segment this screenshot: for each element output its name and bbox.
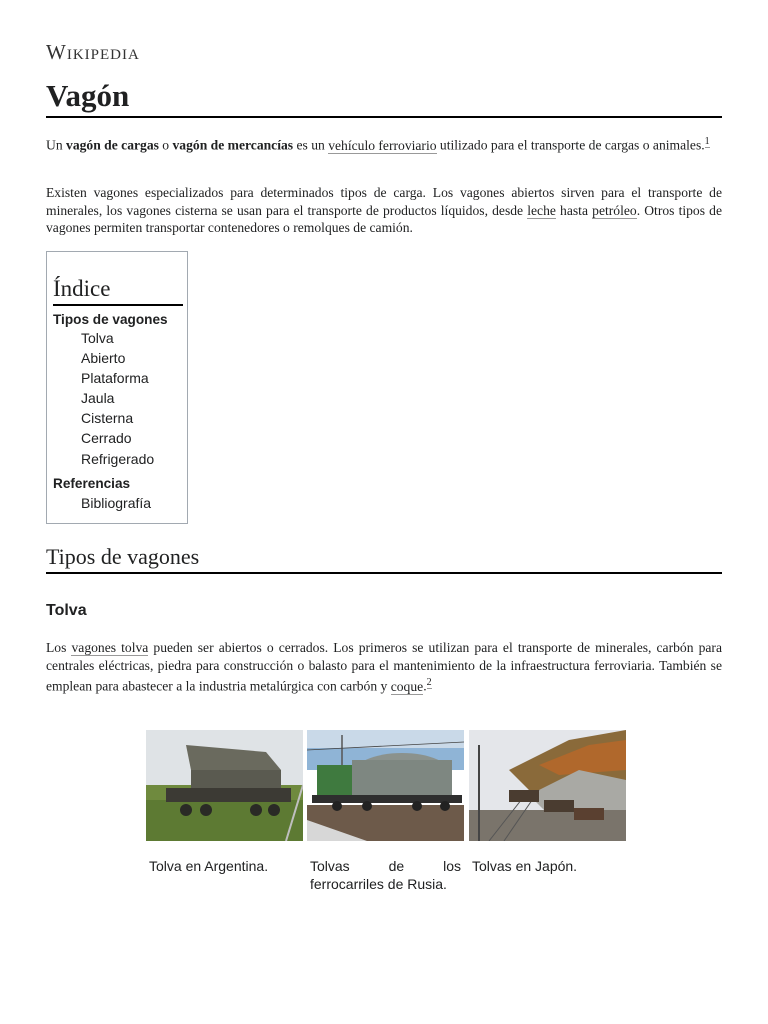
toc-section-referencias[interactable]: Referencias bbox=[53, 476, 131, 491]
intro-paragraph-1 bbox=[46, 133, 722, 154]
link-coque[interactable]: coque bbox=[390, 678, 424, 694]
toc-item-tolva[interactable]: Tolva bbox=[81, 330, 114, 346]
toc-item-jaula[interactable]: Jaula bbox=[81, 390, 115, 406]
gallery-item bbox=[146, 730, 303, 875]
intro-text: hasta bbox=[555, 202, 593, 218]
link-petroleo[interactable]: petróleo bbox=[592, 202, 637, 218]
toc-item-cerrado[interactable]: Cerrado bbox=[81, 430, 132, 446]
image-gallery bbox=[146, 730, 626, 920]
page-title: Vagón bbox=[46, 76, 722, 118]
section-heading-tipos: Tipos de vagones bbox=[46, 543, 722, 574]
tolva-text: pueden ser abiertos o cerrados. Los primeros se utilizan para el transporte de minerales, carbón para centrales eléctricas, piedra para construcción o balasto para el mantenimiento de la infraestructura ferroviaria. También se emplean para abastecer a la industria metalúrgica con carbón y bbox=[46, 640, 722, 694]
link-leche[interactable]: leche bbox=[527, 202, 556, 218]
photo-illustration bbox=[307, 730, 464, 841]
toc-item-abierto[interactable]: Abierto bbox=[81, 350, 126, 366]
hopper-wagon-japan-image[interactable] bbox=[469, 730, 626, 841]
intro-text: Existen vagones especializados para determinados tipos de carga. Los vagones abiertos sirven para el transporte de minerales, los vagones cisterna se usan para el transporte de productos líquidos, desde bbox=[46, 185, 722, 218]
intro-text: o bbox=[158, 137, 173, 153]
gallery-caption: Tolvas en Japón. bbox=[472, 858, 578, 874]
toc-item-refrigerado[interactable]: Refrigerado bbox=[81, 451, 155, 467]
bold-term: vagón de mercancías bbox=[172, 137, 294, 153]
reference-1[interactable]: 1 bbox=[704, 136, 710, 147]
tolva-text: Los bbox=[46, 640, 72, 655]
gallery-caption: Tolva en Argentina. bbox=[149, 858, 269, 874]
gallery-item bbox=[469, 730, 626, 875]
intro-text: Un bbox=[46, 137, 67, 153]
link-vagones-tolva[interactable]: vagones tolva bbox=[71, 640, 149, 655]
toc-item-plataforma[interactable]: Plataforma bbox=[81, 370, 149, 386]
hopper-wagon-argentina-image[interactable] bbox=[146, 730, 303, 841]
intro-text: . Otros tipos de vagones permiten transportar contenedores o remolques de camión. bbox=[46, 202, 722, 235]
reference-2[interactable]: 2 bbox=[426, 677, 432, 688]
intro-text: utilizado para el transporte de cargas o animales. bbox=[436, 137, 705, 153]
intro-paragraph-2 bbox=[46, 184, 722, 237]
toc-title: Índice bbox=[53, 274, 183, 306]
photo-illustration bbox=[146, 730, 303, 841]
photo-illustration bbox=[469, 730, 626, 841]
subsection-heading-tolva: Tolva bbox=[46, 602, 87, 619]
bold-term: vagón de cargas bbox=[66, 137, 159, 153]
link-vehiculo-ferroviario[interactable]: vehículo ferroviario bbox=[328, 137, 437, 153]
toc-item-cisterna[interactable]: Cisterna bbox=[81, 410, 134, 426]
wikipedia-logo[interactable]: Wikipedia bbox=[46, 40, 140, 64]
gallery-item bbox=[307, 730, 464, 893]
toc-section-tipos[interactable]: Tipos de vagones bbox=[53, 312, 168, 327]
toc-item-bibliografia[interactable]: Bibliografía bbox=[81, 495, 152, 511]
tolva-text: . bbox=[423, 678, 427, 694]
tolva-paragraph bbox=[46, 639, 722, 695]
gallery-caption: Tolvas de los ferrocarriles de Rusia. bbox=[310, 858, 461, 892]
table-of-contents bbox=[46, 251, 188, 524]
intro-text: es un bbox=[293, 137, 329, 153]
hopper-wagon-russia-image[interactable] bbox=[307, 730, 464, 841]
